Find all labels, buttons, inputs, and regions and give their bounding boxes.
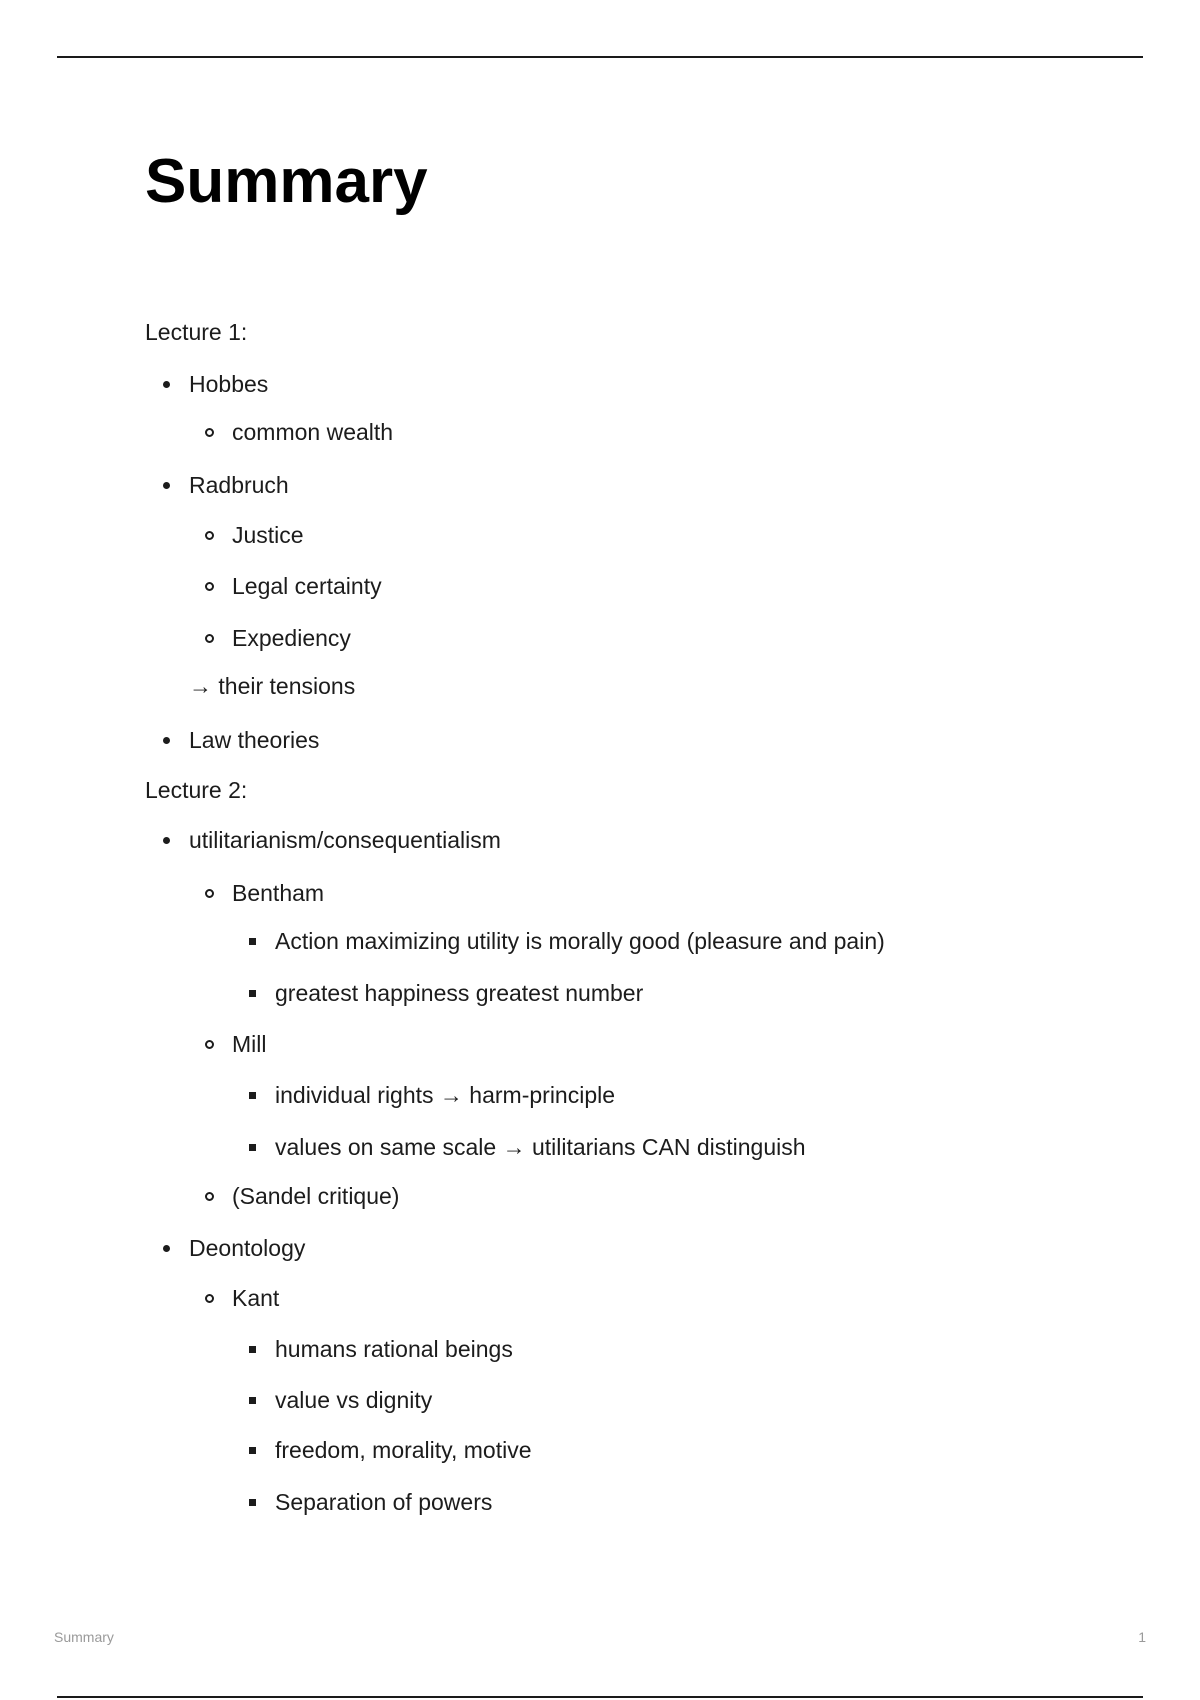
list-item: Action maximizing utility is morally good (pleasure and pain) [275, 927, 885, 955]
list-item: Kant [232, 1284, 279, 1312]
circle-bullet-icon [205, 634, 214, 643]
list-item: utilitarianism/consequentialism [189, 826, 501, 854]
disc-bullet-icon [163, 1245, 170, 1252]
list-item: freedom, morality, motive [275, 1436, 531, 1464]
list-item: individual rights → harm-principle [275, 1081, 615, 1109]
section-heading: Lecture 1: [145, 319, 248, 345]
list-item: Law theories [189, 726, 319, 754]
circle-bullet-icon [205, 1040, 214, 1049]
section-heading: Lecture 2: [145, 777, 248, 803]
circle-bullet-icon [205, 428, 214, 437]
list-item: (Sandel critique) [232, 1182, 399, 1210]
note-line: → their tensions [189, 673, 356, 699]
list-item: values on same scale → utilitarians CAN distinguish [275, 1133, 806, 1161]
list-item: Mill [232, 1030, 267, 1058]
list-item: value vs dignity [275, 1386, 432, 1414]
top-rule [57, 56, 1143, 58]
square-bullet-icon [249, 1397, 256, 1404]
disc-bullet-icon [163, 837, 170, 844]
bottom-rule [57, 1696, 1143, 1698]
list-item: Expediency [232, 624, 351, 652]
footer-page-number: 1 [1138, 1629, 1146, 1645]
list-item: Bentham [232, 879, 324, 907]
square-bullet-icon [249, 1499, 256, 1506]
circle-bullet-icon [205, 1192, 214, 1201]
list-item: humans rational beings [275, 1335, 513, 1363]
list-item: greatest happiness greatest number [275, 979, 643, 1007]
square-bullet-icon [249, 938, 256, 945]
circle-bullet-icon [205, 582, 214, 591]
disc-bullet-icon [163, 737, 170, 744]
square-bullet-icon [249, 1447, 256, 1454]
page-title: Summary [145, 147, 428, 216]
list-item: Radbruch [189, 471, 289, 499]
circle-bullet-icon [205, 889, 214, 898]
square-bullet-icon [249, 1346, 256, 1353]
square-bullet-icon [249, 990, 256, 997]
disc-bullet-icon [163, 381, 170, 388]
list-item: Separation of powers [275, 1488, 492, 1516]
circle-bullet-icon [205, 531, 214, 540]
footer-title: Summary [54, 1629, 114, 1645]
list-item: Hobbes [189, 370, 268, 398]
square-bullet-icon [249, 1144, 256, 1151]
list-item: Justice [232, 521, 304, 549]
square-bullet-icon [249, 1092, 256, 1099]
list-item: Deontology [189, 1234, 305, 1262]
list-item: common wealth [232, 418, 393, 446]
list-item: Legal certainty [232, 572, 382, 600]
disc-bullet-icon [163, 482, 170, 489]
circle-bullet-icon [205, 1294, 214, 1303]
